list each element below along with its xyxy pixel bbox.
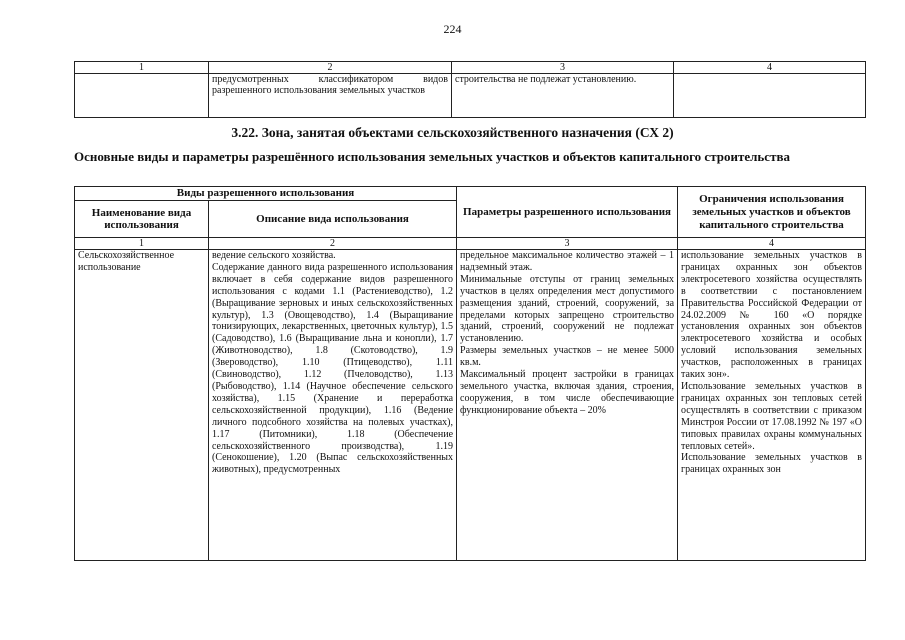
- continuation-table: [74, 61, 866, 118]
- column-number: 2: [209, 238, 457, 250]
- continuation-header-row: [75, 62, 866, 74]
- header-limits-cell: Ограничения использования земельных участков и объектов капитального строительства: [678, 187, 866, 238]
- parameters-cell: [457, 250, 678, 561]
- table-header-row: [75, 187, 866, 201]
- limitations-paragraph: использование земельных участков в границах охранных зон объектов электросетевого хозяйства осуществлять в соответствии с постановлением Правительства Российской Федерации от 24.02.2009 № 160 «О порядке установления охранных зон объектов электросетевого хозяйства и особых условий использования земельных участков, расположенных в границах таких зон».: [681, 250, 863, 381]
- table-cell: [674, 74, 866, 118]
- section-title: 3.22. Зона, занятая объектами сельскохозяйственного назначения (СХ 2): [231, 125, 674, 140]
- header-desc-cell: Описание вида использования: [209, 201, 457, 238]
- limitations-cell: [678, 250, 866, 561]
- table-row: [75, 250, 866, 561]
- zoning-table: [74, 186, 866, 561]
- use-description-cell: [209, 250, 457, 561]
- parameters-paragraph: Размеры земельных участков – не менее 5000 кв.м.: [460, 345, 675, 369]
- description-paragraph: Содержание данного вида разрешенного использования включает в себя содержание видов разрешенного использования с кодами 1.1 (Растениеводство), 1.2 (Выращивание зерновых и иных сельскохозяйственных культур), 1.3 (Овощеводство), 1.4 (Выращивание тонизирующих, лекарственных, цветочных культур), 1.5 (Садоводство), 1.6 (Выращивание льна и конопли), 1.7 (Животноводство), 1.8 (Скотоводство), 1.9 (Звероводство), 1.10 (Птицеводство), 1.11 (Свиноводство), 1.12 (Пчеловодство), 1.13 (Рыбоводство), 1.14 (Научное обеспечение сельского хозяйства), 1.15 (Хранение и переработка сельскохозяйственной продукции), 1.16 (Ведение личного подсобного хозяйства на полевых участках), 1.17 (Питомники), 1.18 (Обеспечение сельскохозяйственного производства), 1.19 (Сенокошение), 1.20 (Выпас сельскохозяйственных животных), предусмотренных: [212, 261, 454, 476]
- column-number: 3: [452, 62, 674, 74]
- column-number: 1: [75, 62, 209, 74]
- section-subtitle: Основные виды и параметры разрешённого использования земельных участков и объектов капитального строительства: [74, 149, 790, 164]
- table-cell: строительства не подлежат установлению.: [452, 74, 674, 118]
- column-number: 4: [678, 238, 866, 250]
- column-number: 2: [209, 62, 452, 74]
- header-name-cell: Наименование вида использования: [75, 201, 209, 238]
- header-params-cell: Параметры разрешенного использования: [457, 187, 678, 238]
- page-number: 224: [443, 22, 462, 36]
- column-number: 3: [457, 238, 678, 250]
- table-cell: предусмотренных классификатором видов разрешенного использования земельных участков: [209, 74, 452, 118]
- limitations-paragraph: Использование земельных участков в границах охранных зон: [681, 452, 863, 476]
- parameters-paragraph: Максимальный процент застройки в границах земельного участка, включая здания, строения, сооружения, в том числе обеспечивающие функционирование объекта – 20%: [460, 369, 675, 416]
- use-name-cell: Сельскохозяйственное использование: [75, 250, 209, 561]
- column-number: 4: [674, 62, 866, 74]
- table-cell: [75, 74, 209, 118]
- description-paragraph: ведение сельского хозяйства.: [212, 250, 336, 261]
- column-number: 1: [75, 238, 209, 250]
- limitations-paragraph: Использование земельных участков в границах охранных зон тепловых сетей осуществлять в соответствии с приказом Минстроя России от 17.08.1992 № 197 «О типовых правилах охраны коммунальных тепловых сетей».: [681, 380, 863, 452]
- parameters-paragraph: предельное максимальное количество этажей – 1 надземный этаж.: [460, 250, 675, 273]
- header-group-cell: Виды разрешенного использования: [75, 187, 457, 201]
- table-row: [75, 74, 866, 118]
- parameters-paragraph: Минимальные отступы от границ земельных участков в целях определения мест допустимого размещения зданий, строений, сооружений, за пределами которых запрещено строительство зданий, строений, сооружений не подлежат установлению.: [460, 273, 675, 345]
- column-number-row: [75, 238, 866, 250]
